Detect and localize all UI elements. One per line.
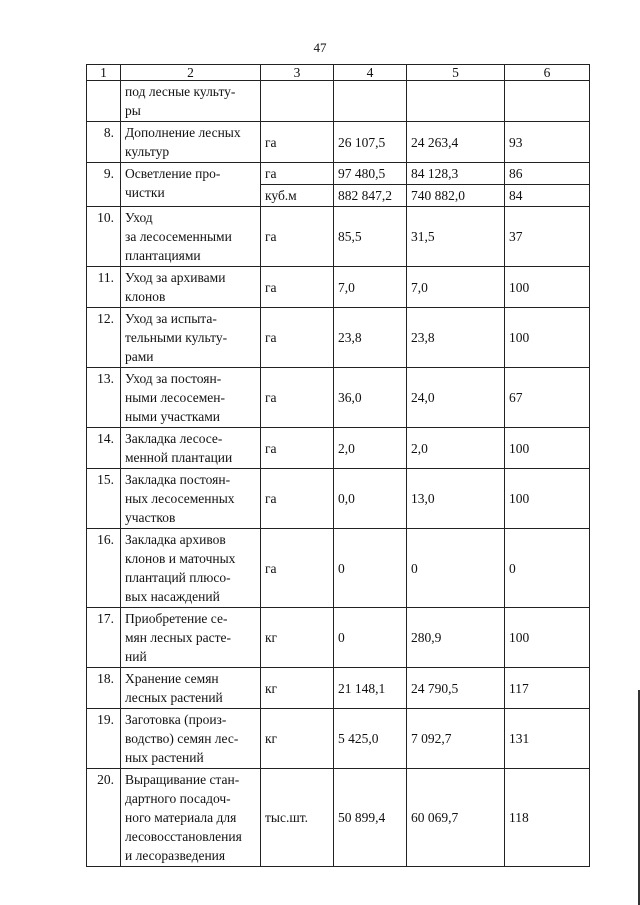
column-header: 1 xyxy=(87,65,121,81)
row-name: Уход за испыта- тельными культу- рами xyxy=(121,308,261,368)
row-value-4: 50 899,4 xyxy=(334,769,407,867)
row-value-5: 24,0 xyxy=(407,368,505,428)
row-number: 9. xyxy=(87,163,121,207)
table-row xyxy=(87,207,590,267)
row-unit: га xyxy=(261,207,334,267)
row-value-6: 86 xyxy=(505,163,590,185)
row-value-5: 0 xyxy=(407,529,505,608)
row-number: 14. xyxy=(87,428,121,469)
row-value-6: 84 xyxy=(505,185,590,207)
row-unit xyxy=(261,81,334,122)
row-unit: кг xyxy=(261,709,334,769)
table-row xyxy=(87,81,590,122)
row-value-5: 13,0 xyxy=(407,469,505,529)
table-row xyxy=(87,368,590,428)
table-row xyxy=(87,163,590,185)
row-value-6: 118 xyxy=(505,769,590,867)
row-number xyxy=(87,81,121,122)
row-unit: га xyxy=(261,529,334,608)
row-value-6: 0 xyxy=(505,529,590,608)
row-value-4: 21 148,1 xyxy=(334,668,407,709)
row-number: 15. xyxy=(87,469,121,529)
row-unit: га xyxy=(261,308,334,368)
row-unit: кг xyxy=(261,608,334,668)
row-value-4: 36,0 xyxy=(334,368,407,428)
row-value-4: 0 xyxy=(334,529,407,608)
row-value-4: 97 480,5 xyxy=(334,163,407,185)
row-value-6: 131 xyxy=(505,709,590,769)
row-value-4: 26 107,5 xyxy=(334,122,407,163)
row-name: Приобретение се- мян лесных расте- ний xyxy=(121,608,261,668)
data-table xyxy=(86,64,590,867)
row-unit: га xyxy=(261,469,334,529)
row-value-6: 100 xyxy=(505,469,590,529)
row-value-6: 100 xyxy=(505,308,590,368)
table-row xyxy=(87,308,590,368)
row-unit: га xyxy=(261,163,334,185)
row-value-5: 84 128,3 xyxy=(407,163,505,185)
row-name: Уход за лесосеменными плантациями xyxy=(121,207,261,267)
row-name: Закладка лесосе- менной плантации xyxy=(121,428,261,469)
row-name: Уход за постоян- ными лесосемен- ными участками xyxy=(121,368,261,428)
row-value-5: 7 092,7 xyxy=(407,709,505,769)
row-value-4: 0 xyxy=(334,608,407,668)
row-value-5: 740 882,0 xyxy=(407,185,505,207)
table-row xyxy=(87,769,590,867)
row-number: 17. xyxy=(87,608,121,668)
row-number: 18. xyxy=(87,668,121,709)
row-number: 8. xyxy=(87,122,121,163)
row-number: 10. xyxy=(87,207,121,267)
row-value-5: 280,9 xyxy=(407,608,505,668)
row-value-4: 85,5 xyxy=(334,207,407,267)
row-number: 11. xyxy=(87,267,121,308)
row-value-5: 31,5 xyxy=(407,207,505,267)
row-value-6: 67 xyxy=(505,368,590,428)
row-value-4: 23,8 xyxy=(334,308,407,368)
row-value-6: 100 xyxy=(505,428,590,469)
table-row xyxy=(87,469,590,529)
row-unit: га xyxy=(261,267,334,308)
table-row xyxy=(87,668,590,709)
column-header: 4 xyxy=(334,65,407,81)
row-unit: куб.м xyxy=(261,185,334,207)
table-row xyxy=(87,709,590,769)
column-header: 5 xyxy=(407,65,505,81)
row-name: Заготовка (произ- водство) семян лес- ных растений xyxy=(121,709,261,769)
row-value-5: 7,0 xyxy=(407,267,505,308)
column-header: 3 xyxy=(261,65,334,81)
row-name: Уход за архивами клонов xyxy=(121,267,261,308)
row-name: под лесные культу- ры xyxy=(121,81,261,122)
row-value-5: 2,0 xyxy=(407,428,505,469)
row-name: Хранение семян лесных растений xyxy=(121,668,261,709)
row-value-4: 5 425,0 xyxy=(334,709,407,769)
page-number: 47 xyxy=(313,40,327,55)
row-number: 16. xyxy=(87,529,121,608)
row-value-6: 100 xyxy=(505,608,590,668)
row-value-5: 24 263,4 xyxy=(407,122,505,163)
row-value-6: 37 xyxy=(505,207,590,267)
row-name: Дополнение лесных культур xyxy=(121,122,261,163)
row-value-5: 23,8 xyxy=(407,308,505,368)
row-number: 13. xyxy=(87,368,121,428)
row-value-6 xyxy=(505,81,590,122)
row-name: Выращивание стан- дартного посадоч- ного материала для лесовосстановления и лесоразведения xyxy=(121,769,261,867)
row-value-4 xyxy=(334,81,407,122)
column-header: 2 xyxy=(121,65,261,81)
row-name: Осветление про- чистки xyxy=(121,163,261,207)
row-value-4: 882 847,2 xyxy=(334,185,407,207)
row-value-5: 24 790,5 xyxy=(407,668,505,709)
row-unit: га xyxy=(261,368,334,428)
row-value-5: 60 069,7 xyxy=(407,769,505,867)
row-number: 19. xyxy=(87,709,121,769)
row-number: 12. xyxy=(87,308,121,368)
table-row xyxy=(87,529,590,608)
row-value-4: 0,0 xyxy=(334,469,407,529)
row-unit: кг xyxy=(261,668,334,709)
row-value-6: 93 xyxy=(505,122,590,163)
row-number: 20. xyxy=(87,769,121,867)
row-unit: га xyxy=(261,122,334,163)
row-unit: га xyxy=(261,428,334,469)
header-row xyxy=(87,65,590,81)
table-row xyxy=(87,428,590,469)
row-value-6: 117 xyxy=(505,668,590,709)
row-name: Закладка постоян- ных лесосеменных участков xyxy=(121,469,261,529)
row-value-4: 7,0 xyxy=(334,267,407,308)
row-name: Закладка архивов клонов и маточных плантаций плюсо- вых насаждений xyxy=(121,529,261,608)
row-value-6: 100 xyxy=(505,267,590,308)
table-row xyxy=(87,267,590,308)
column-header: 6 xyxy=(505,65,590,81)
table-row xyxy=(87,608,590,668)
row-value-4: 2,0 xyxy=(334,428,407,469)
row-value-5 xyxy=(407,81,505,122)
row-unit: тыс.шт. xyxy=(261,769,334,867)
table-row xyxy=(87,122,590,163)
